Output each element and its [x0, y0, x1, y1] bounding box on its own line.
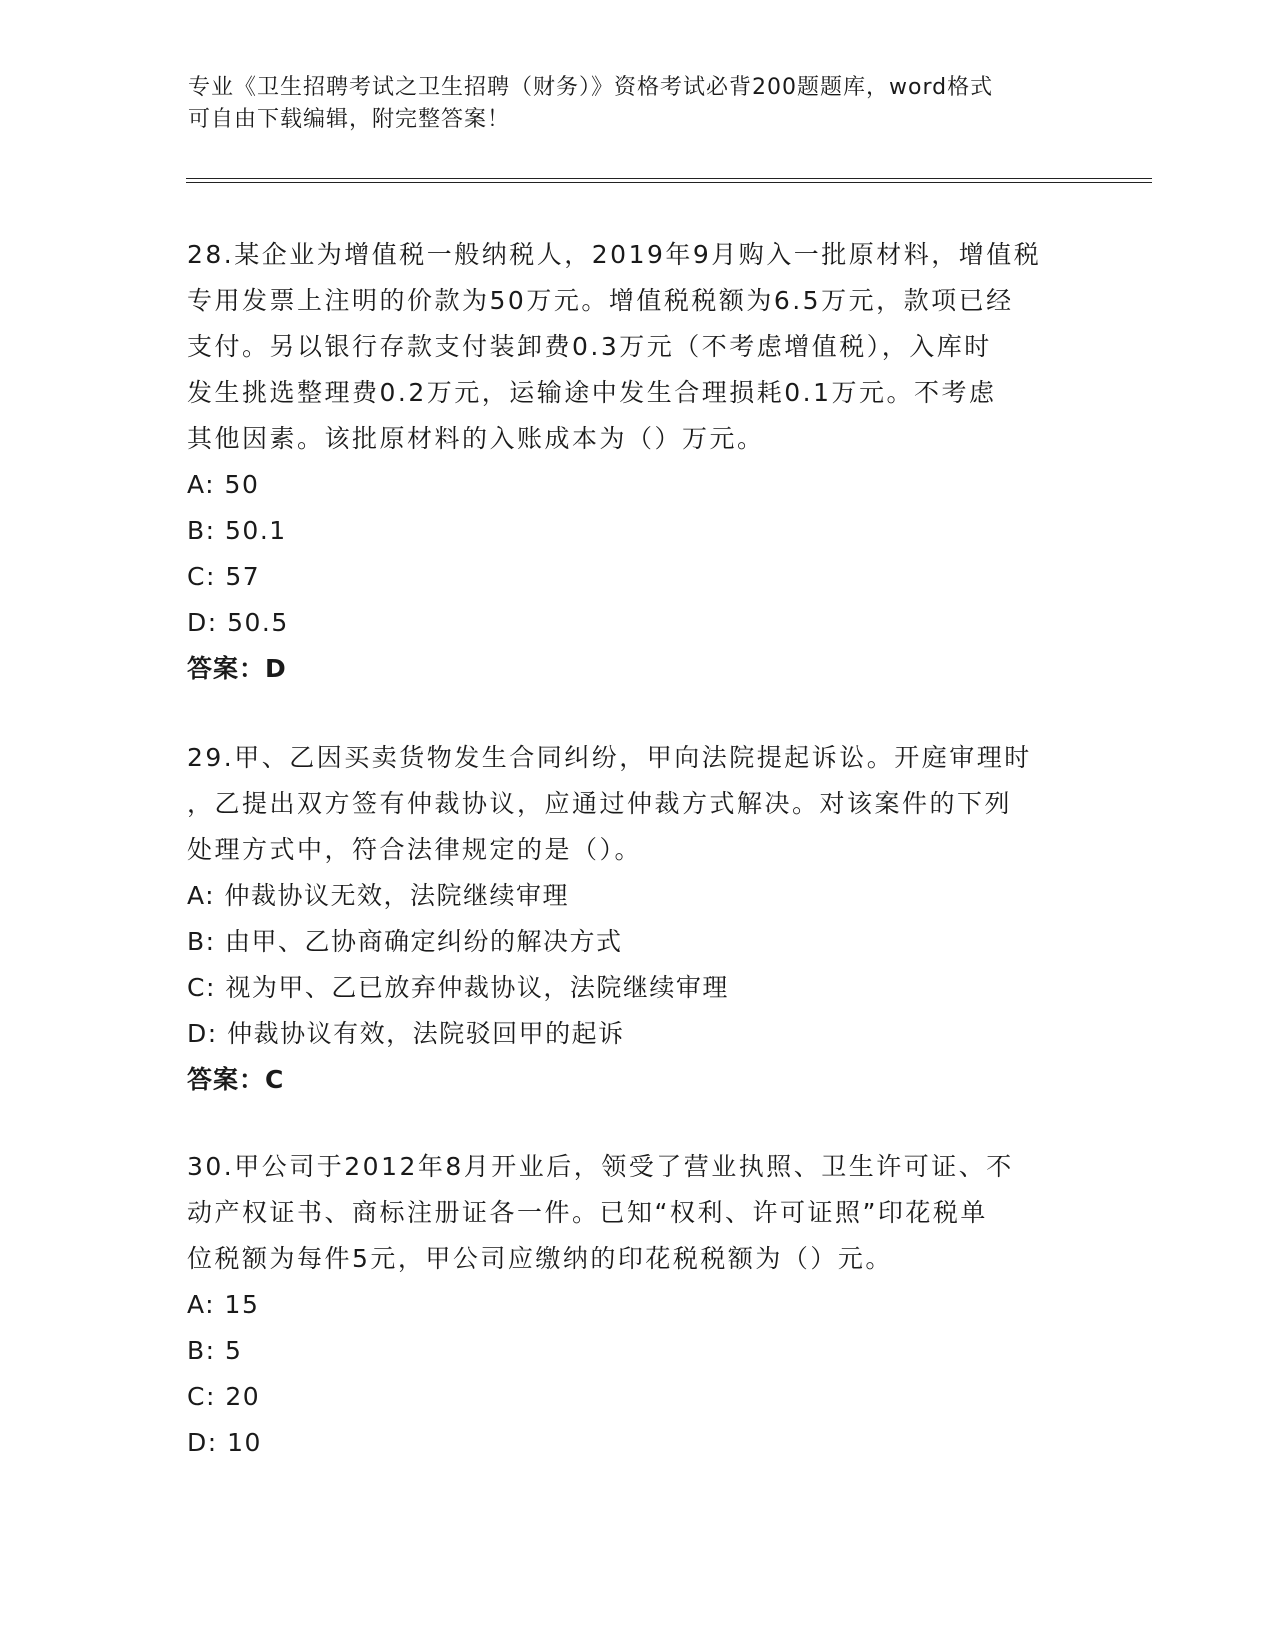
option-c: C: 视为甲、乙已放弃仲裁协议，法院继续审理: [187, 973, 729, 1002]
question-30: [187, 1144, 1087, 1466]
document-header: [188, 72, 1068, 136]
option-d: D: 50.5: [187, 608, 289, 637]
question-text-line: 动产权证书、商标注册证各一件。已知“权利、许可证照”印花税单: [187, 1198, 988, 1227]
answer: 答案：C: [187, 1065, 285, 1094]
answer: 答案：D: [187, 654, 287, 683]
option-b: B: 50.1: [187, 516, 287, 545]
option-c: C: 57: [187, 562, 261, 591]
option-b: B: 5: [187, 1336, 243, 1365]
option-c: C: 20: [187, 1382, 261, 1411]
question-text-line: 其他因素。该批原材料的入账成本为（）万元。: [187, 424, 765, 453]
question-text-line: ，乙提出双方签有仲裁协议，应通过仲裁方式解决。对该案件的下列: [187, 789, 1013, 818]
question-text-line: 位税额为每件5元，甲公司应缴纳的印花税税额为（）元。: [187, 1244, 893, 1273]
option-a: A: 仲裁协议无效，法院继续审理: [187, 881, 570, 910]
header-divider: [186, 178, 1152, 183]
question-text-line: 29.甲、乙因买卖货物发生合同纠纷，甲向法院提起诉讼。开庭审理时: [187, 743, 1032, 772]
option-a: A: 15: [187, 1290, 260, 1319]
question-text-line: 30.甲公司于2012年8月开业后，领受了营业执照、卫生许可证、不: [187, 1152, 1014, 1181]
question-text-line: 28.某企业为增值税一般纳税人，2019年9月购入一批原材料，增值税: [187, 240, 1042, 269]
question-text-line: 支付。另以银行存款支付装卸费0.3万元（不考虑增值税），入库时: [187, 332, 992, 361]
option-b: B: 由甲、乙协商确定纠纷的解决方式: [187, 927, 623, 956]
option-d: D: 10: [187, 1428, 262, 1457]
option-d: D: 仲裁协议有效，法院驳回甲的起诉: [187, 1019, 625, 1048]
option-a: A: 50: [187, 470, 260, 499]
question-text-line: 处理方式中，符合法律规定的是（）。: [187, 835, 643, 864]
question-29: [187, 735, 1087, 1103]
header-line-2: 可自由下载编辑，附完整答案！: [188, 107, 511, 132]
header-line-1: 专业《卫生招聘考试之卫生招聘（财务）》资格考试必背200题题库，word格式: [188, 75, 994, 100]
question-text-line: 专用发票上注明的价款为50万元。增值税税额为6.5万元，款项已经: [187, 286, 1014, 315]
question-28: [187, 232, 1087, 692]
question-text-line: 发生挑选整理费0.2万元，运输途中发生合理损耗0.1万元。不考虑: [187, 378, 997, 407]
